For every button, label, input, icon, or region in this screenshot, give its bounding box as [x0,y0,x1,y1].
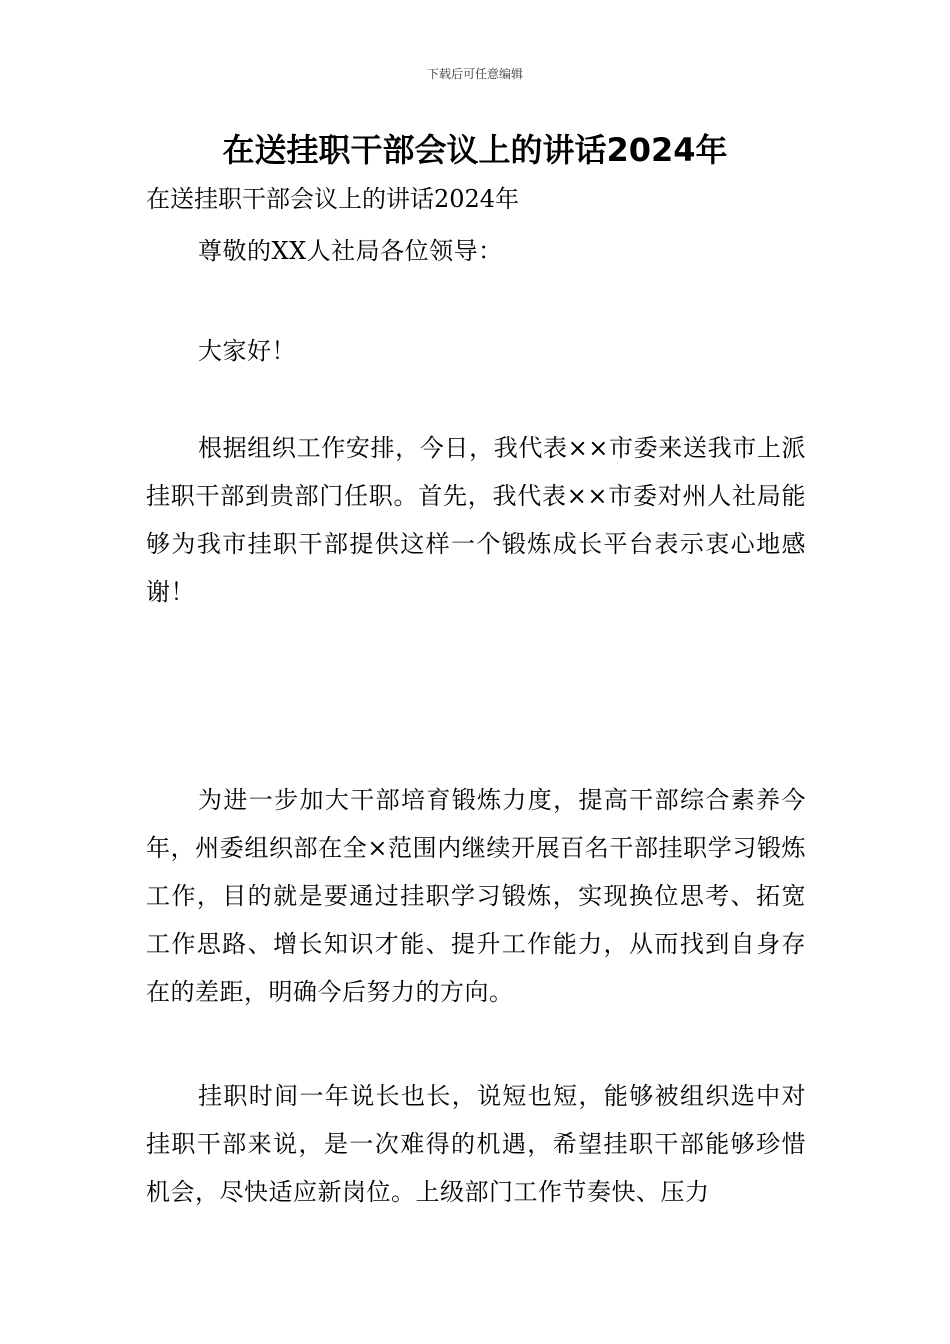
document-subtitle: 在送挂职干部会议上的讲话2024年 [146,185,520,213]
paragraph-1: 根据组织工作安排，今日，我代表××市委来送我市上派挂职干部到贵部门任职。首先，我代表××市委对州人社局能够为我市挂职干部提供这样一个锻炼成长平台表示衷心地感谢！ [146,434,806,606]
greeting-line: 尊敬的XX人社局各位领导： [198,237,503,265]
paragraph-3: 挂职时间一年说长也长，说短也短，能够被组织选中对挂职干部来说，是一次难得的机遇，希望挂职干部能够珍惜机会，尽快适应新岗位。上级部门工作节奏快、压力 [146,1082,806,1206]
header-note: 下载后可任意编辑 [426,67,523,81]
document-title: 在送挂职干部会议上的讲话2024年 [222,131,728,169]
hello-line: 大家好！ [198,337,296,365]
paragraph-2: 为进一步加大干部培育锻炼力度，提高干部综合素养今年，州委组织部在全×范围内继续开展百名干部挂职学习锻炼工作，目的就是要通过挂职学习锻炼，实现换位思考、拓宽工作思路、增长知识才能、提升工作能力，从而找到自身存在的差距，明确今后努力的方向。 [146,786,806,1006]
